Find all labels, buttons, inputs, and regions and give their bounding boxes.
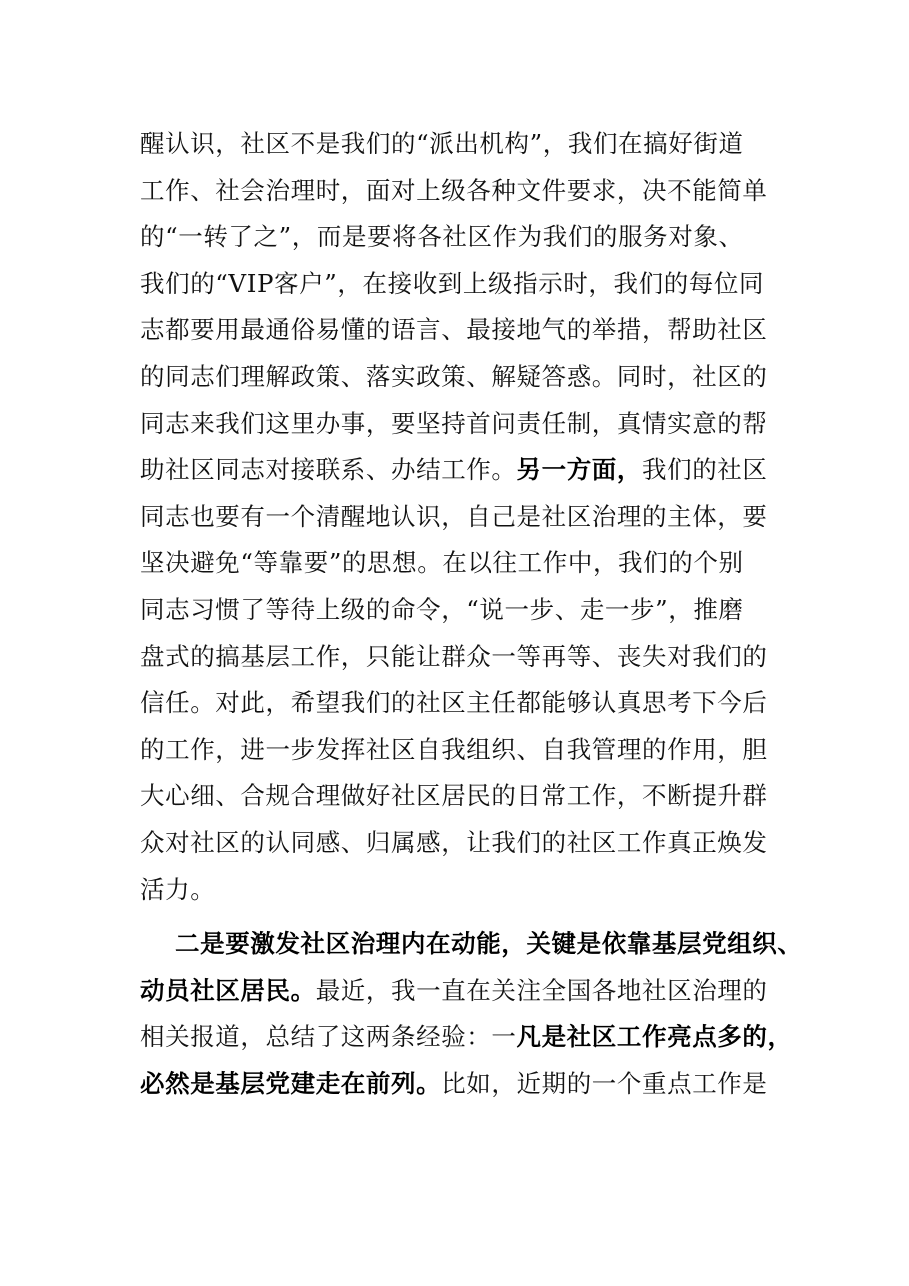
text-run: 工作、社会治理时，面对上级各种文件要求，决不能简单 bbox=[140, 175, 768, 205]
text-run: 盘式的搞基层工作，只能让群众一等再等、丧失对我们的 bbox=[140, 641, 768, 671]
text-run: 我们的“VIP客户”，在接收到上级指示时，我们的每位同 bbox=[140, 268, 765, 298]
text-line bbox=[140, 867, 780, 914]
bold-emphasis: 动员社区居民。 bbox=[140, 975, 316, 1005]
text-line bbox=[140, 587, 780, 634]
text-run: 比如，近期的一个重点工作是 bbox=[441, 1068, 768, 1098]
text-line bbox=[140, 968, 780, 1015]
bold-emphasis: 另一方面， bbox=[516, 455, 642, 485]
text-line bbox=[140, 773, 780, 820]
text-line bbox=[140, 1014, 793, 1061]
text-line bbox=[140, 1061, 780, 1108]
text-line bbox=[140, 680, 780, 727]
text-run: 活力。 bbox=[140, 874, 216, 904]
text-run: 坚决避免“等靠要”的思想。在以往工作中，我们的个别 bbox=[140, 548, 744, 578]
text-run: 同志习惯了等待上级的命令，“说一步、走一步”，推磨 bbox=[140, 594, 744, 624]
text-run: 我们的社区 bbox=[642, 455, 768, 485]
text-line bbox=[140, 214, 780, 261]
text-run: 志都要用最通俗易懂的语言、最接地气的举措，帮助社区 bbox=[140, 315, 768, 345]
text-run: 助社区同志对接联系、办结工作。 bbox=[140, 455, 517, 485]
bold-emphasis: 凡是社区工作亮点多的， bbox=[516, 1022, 793, 1052]
text-line bbox=[140, 634, 780, 681]
text-run: 的“一转了之”，而是要将各社区作为我们的服务对象、 bbox=[140, 222, 744, 252]
text-run: 大心细、合规合理做好社区居民的日常工作，不断提升群 bbox=[140, 781, 768, 811]
text-run: 的同志们理解政策、落实政策、解疑答惑。同时，社区的 bbox=[140, 361, 768, 391]
text-line bbox=[140, 820, 780, 867]
text-line bbox=[140, 121, 780, 168]
text-line bbox=[140, 494, 780, 541]
text-line bbox=[140, 261, 780, 308]
text-line bbox=[140, 921, 803, 968]
text-run: 信任。对此，希望我们的社区主任都能够认真思考下今后 bbox=[140, 688, 768, 718]
text-line bbox=[140, 307, 780, 354]
paragraph-1 bbox=[140, 121, 780, 913]
text-run: 最近，我一直在关注全国各地社区治理的 bbox=[315, 975, 768, 1005]
bold-emphasis: 必然是基层党建走在前列。 bbox=[140, 1068, 442, 1098]
text-line bbox=[140, 447, 780, 494]
text-run: 相关报道，总结了这两条经验：一 bbox=[140, 1022, 517, 1052]
bold-heading: 二是要激发社区治理内在动能，关键是依靠基层党组织、 bbox=[175, 929, 803, 958]
text-run: 的工作，进一步发挥社区自我组织、自我管理的作用，胆 bbox=[140, 734, 768, 764]
text-line bbox=[140, 354, 780, 401]
text-line bbox=[140, 401, 780, 448]
text-line bbox=[140, 727, 780, 774]
paragraph-2 bbox=[140, 921, 803, 1107]
text-line bbox=[140, 540, 780, 587]
text-run: 众对社区的认同感、归属感，让我们的社区工作真正焕发 bbox=[140, 827, 768, 857]
text-run: 醒认识，社区不是我们的“派出机构”，我们在搞好街道 bbox=[140, 129, 744, 158]
text-line bbox=[140, 168, 780, 215]
text-run: 同志来我们这里办事，要坚持首问责任制，真情实意的帮 bbox=[140, 408, 768, 438]
text-run: 同志也要有一个清醒地认识，自己是社区治理的主体，要 bbox=[140, 501, 768, 531]
